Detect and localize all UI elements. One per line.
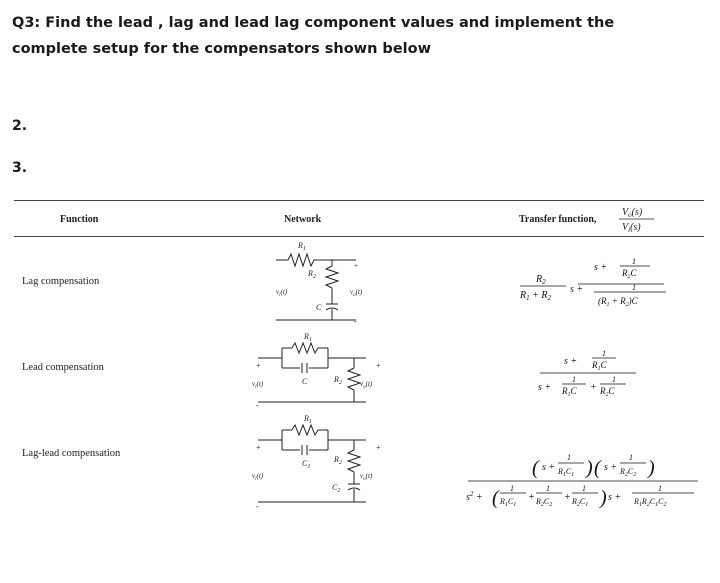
svg-text:s +: s + — [538, 382, 552, 393]
svg-text:Vi(s): $V_i(s)$ — [622, 222, 641, 234]
svg-text:(: ( — [492, 487, 499, 509]
svg-text:Vo(s): $V_o(s)$ — [622, 207, 643, 219]
svg-text:R2: $R_2$ — [334, 455, 342, 466]
svg-text:1: 1 — [582, 484, 586, 493]
svg-text:1: 1 — [658, 484, 662, 493]
svg-text:1: 1 — [510, 484, 514, 493]
svg-text:R1: $R_1$ — [298, 241, 306, 252]
svg-text:R1C1: $R_1C_1$ — [500, 497, 517, 508]
svg-text:1: 1 — [612, 375, 616, 384]
svg-text:+: + — [590, 382, 597, 393]
row-label-lead: Lead compensation — [22, 362, 104, 373]
svg-text:vi(t): $v_i(t)$ — [252, 472, 264, 482]
svg-text:C2: $C_2$ — [332, 483, 341, 494]
lag-lead-network-diagram — [236, 412, 386, 512]
svg-text:s +: s + — [564, 356, 578, 367]
row-label-lag-lead: Lag-lead compensation — [22, 448, 121, 459]
svg-text:R2C2: $R_2C_2$ — [536, 497, 553, 508]
lag-transfer-function — [514, 258, 674, 318]
lag-lead-transfer-function — [462, 448, 704, 518]
svg-text:R2: $R_2$ — [536, 274, 546, 286]
header-function: Function — [60, 214, 99, 225]
header-network: Network — [284, 214, 322, 225]
question-line-2: complete setup for the compensators shown below — [12, 41, 431, 57]
svg-text:-: - — [256, 401, 259, 410]
svg-text:+: + — [564, 492, 571, 503]
svg-text:R2: $R_2$ — [308, 269, 316, 280]
lag-network-diagram — [246, 238, 376, 330]
compensator-table — [14, 198, 704, 528]
svg-text:s +: s + — [608, 492, 622, 503]
svg-text:R1: $R_1$ — [304, 332, 312, 343]
svg-text:R1R2C1C2: $R_1R_2C_1C_2$ — [634, 497, 667, 508]
svg-text:R2C2: $R_2C_2$ — [620, 467, 637, 478]
svg-text:(: ( — [532, 457, 539, 479]
svg-text:): ) — [600, 487, 607, 509]
svg-text:): ) — [648, 457, 655, 479]
svg-text:+: + — [256, 443, 261, 452]
svg-text:1: 1 — [572, 375, 576, 384]
svg-text:R2C1: $R_2C_1$ — [572, 497, 589, 508]
header-transfer-fraction — [614, 204, 664, 234]
svg-text:R1 + R2: $R_1 + R_2$ — [520, 290, 551, 302]
svg-text:vi(t): $v_i(t)$ — [276, 288, 288, 298]
svg-text:R2C: $R_2C$ — [600, 386, 615, 398]
svg-text:s +: s + — [570, 284, 584, 295]
svg-text:s +: s + — [604, 462, 618, 473]
svg-text:1: 1 — [602, 349, 606, 358]
svg-text:1: 1 — [632, 258, 636, 266]
question-title — [12, 10, 652, 62]
svg-text:(: ( — [594, 457, 601, 479]
svg-text:+: + — [528, 492, 535, 503]
svg-text:R1C1: $R_1C_1$ — [558, 467, 575, 478]
svg-text:1: 1 — [546, 484, 550, 493]
header-transfer-function: Transfer function, — [519, 214, 597, 225]
svg-text:vo(t): $v_o(t)$ — [350, 288, 363, 298]
lead-transfer-function — [534, 346, 644, 406]
item-number-2: 2. — [12, 118, 28, 134]
svg-text:R1C: $R_1C$ — [592, 360, 607, 372]
svg-text:+: + — [376, 443, 381, 452]
question-line-1: Q3: Find the lead , lag and lead lag component values and implement the — [12, 15, 615, 31]
svg-text:+: + — [256, 361, 261, 370]
svg-text:-: - — [354, 317, 357, 326]
lead-network-diagram — [236, 330, 386, 410]
svg-text:s +: s + — [542, 462, 556, 473]
svg-text:C: C — [302, 377, 308, 386]
svg-text:1: 1 — [629, 453, 633, 462]
svg-text:s +: s + — [594, 262, 608, 273]
svg-text:R2: $R_2$ — [334, 375, 342, 386]
row-label-lag: Lag compensation — [22, 276, 100, 287]
svg-text:vi(t): $v_i(t)$ — [252, 380, 264, 390]
svg-text:(R1 + R2)C: $(R_1 + R_2)C$ — [598, 296, 638, 308]
svg-text:R2C: $R_2C$ — [622, 268, 637, 280]
svg-text:C1: $C_1$ — [302, 459, 311, 470]
svg-text:+: + — [354, 262, 358, 270]
svg-text:R1: $R_1$ — [304, 414, 312, 425]
svg-text:C: C — [316, 303, 322, 312]
svg-text:s2 +: $s^2$ + — [466, 490, 483, 503]
svg-text:R1C: $R_1C$ — [562, 386, 577, 398]
svg-text:-: - — [256, 502, 259, 511]
table-top-rule — [14, 200, 704, 201]
svg-text:): ) — [586, 457, 593, 479]
svg-text:vo(t): $v_o(t)$ — [360, 380, 373, 390]
svg-text:vo(t): $v_o(t)$ — [360, 472, 373, 482]
item-number-3: 3. — [12, 160, 28, 176]
svg-text:1: 1 — [632, 283, 636, 292]
svg-text:1: 1 — [567, 453, 571, 462]
table-header-rule — [14, 236, 704, 237]
svg-text:+: + — [376, 361, 381, 370]
